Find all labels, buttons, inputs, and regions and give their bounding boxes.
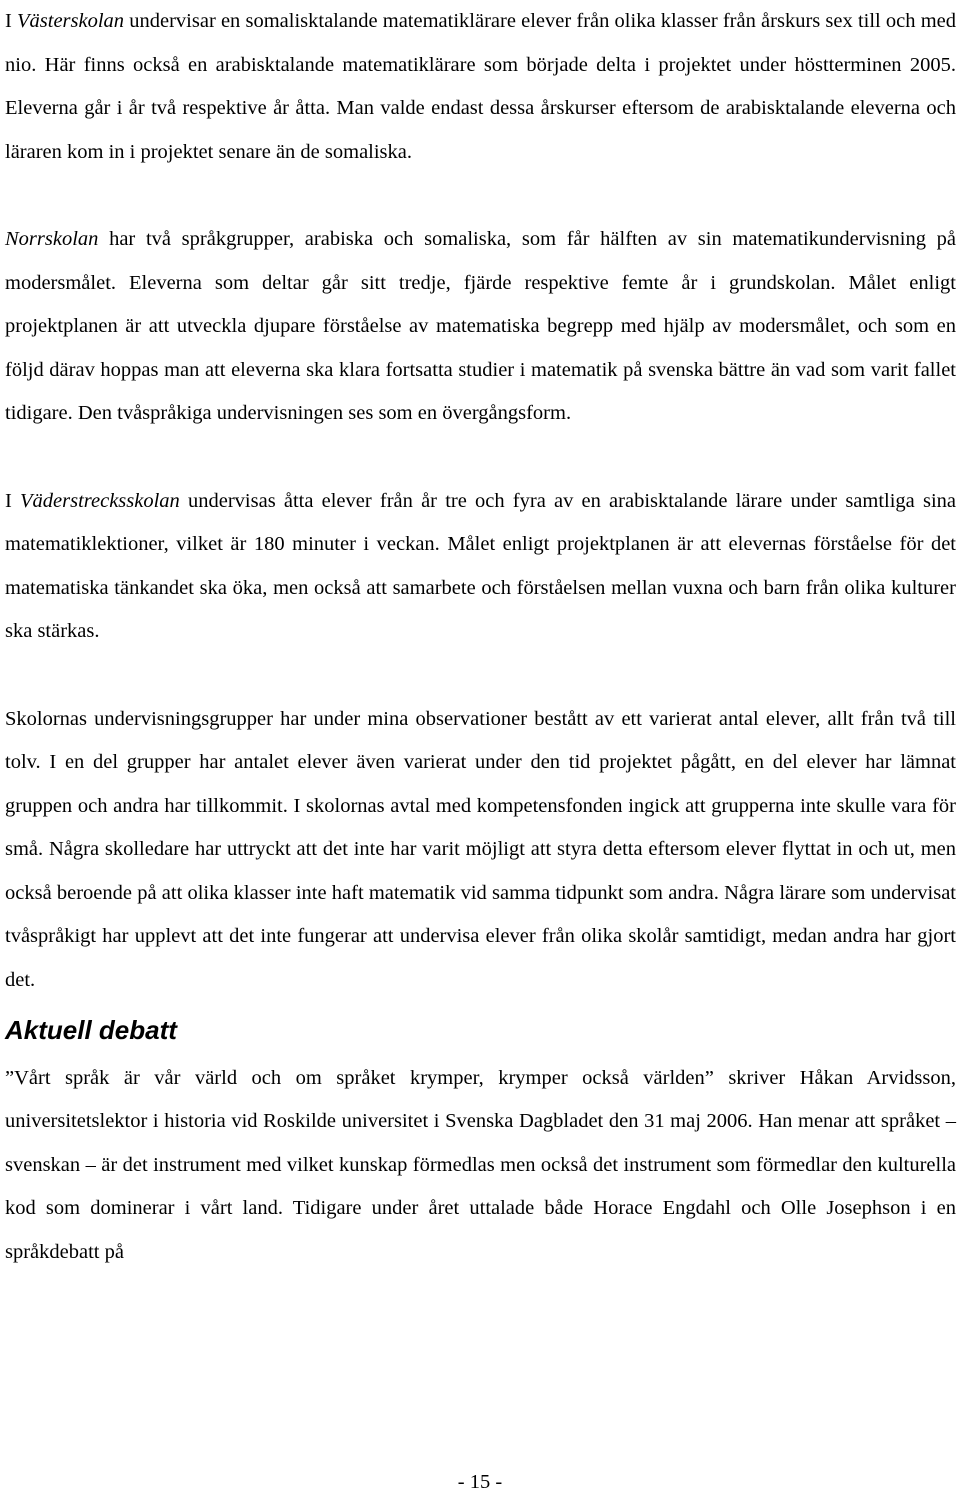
paragraph-text: undervisas åtta elever från år tre och fyra av en arabisktalande lärare under samtliga sina matematiklektioner, vilket är 180 minuter i veckan. Målet enligt projektplanen är att elevernas förståelse för det matematiska tänkandet ska öka, men också att samarbete och förståelsen mellan vuxna och barn från olika kulturer ska stärkas. (5, 489, 956, 643)
school-name: Väderstrecksskolan (20, 489, 180, 512)
paragraph-spacer (5, 436, 956, 480)
paragraph-text: Skolornas undervisningsgrupper har under mina observationer bestått av ett varierat antal elever, allt från två till tolv. I en del grupper har antalet elever även varierat under den tid projektet pågått, en del elever har lämnat gruppen och andra har tillkommit. I skolornas avtal med kompetensfonden ingick att grupperna inte skulle vara för små. Några skolledare har uttryckt att det inte har varit möjligt att styra detta eftersom elever flyttat in och ut, men också beroende på att olika klasser inte haft matematik vid samma tidpunkt som andra. Några lärare som undervisat tvåspråkigt har upplevt att det inte fungerar att undervisa elever från olika skolår samtidigt, medan andra har gjort det. (5, 707, 956, 992)
paragraph-text: har två språkgrupper, arabiska och somaliska, som får hälften av sin matematikundervisning på modersmålet. Eleverna som deltar går sitt tredje, fjärde respektive femte år i grundskolan. Målet enligt projektplanen är att utveckla djupare förståelse av matematiska begrepp med hjälp av modersmålet, och som en följd därav hoppas man att eleverna ska klara fortsatta studier i matematik på svenska bättre än vad som varit fallet tidigare. Den tvåspråkiga undervisningen ses som en övergångsform. (5, 227, 956, 425)
document-page (5, 0, 956, 1275)
paragraph-vaderstrecksskolan (5, 480, 956, 654)
paragraph-text: undervisar en somalisktalande matematiklärare elever från olika klasser från årskurs sex till och med nio. Här finns också en arabisktalande matematiklärare som började delta i projektet under höstterminen 2005. Eleverna går i år två respektive år åtta. Man valde endast dessa årskurser eftersom de arabisktalande eleverna och läraren kom in i projektet senare än de somaliska. (5, 10, 956, 163)
paragraph-prefix: I (5, 10, 18, 32)
school-name: Norrskolan (5, 227, 99, 250)
paragraph-prefix: I (5, 489, 21, 512)
paragraph-undervisningsgrupper (5, 698, 956, 1003)
paragraph-spacer (5, 654, 956, 698)
paragraph-text: ”Vårt språk är vår värld och om språket krymper, krymper också världen” skriver Håkan Arvidsson, universitetslektor i historia vid Roskilde universitet i Svenska Dagbladet den 31 maj 2006. Han menar att språket – svenskan – är det instrument med vilket kunskap förmedlas men också det instrument som förmedlar den kulturella kod som dominerar i vårt land. Tidigare under året uttalade både Horace Engdahl och Olle Josephson i en språkdebatt på (5, 1066, 956, 1264)
paragraph-spacer (5, 174, 956, 218)
paragraph-aktuell-debatt (5, 1057, 956, 1275)
school-name: Västerskolan (17, 10, 125, 32)
section-heading: Aktuell debatt (5, 1014, 177, 1045)
page-number: - 15 - (457, 1471, 503, 1493)
paragraph-norrskolan (5, 218, 956, 436)
paragraph-vasterskolan (5, 0, 956, 174)
